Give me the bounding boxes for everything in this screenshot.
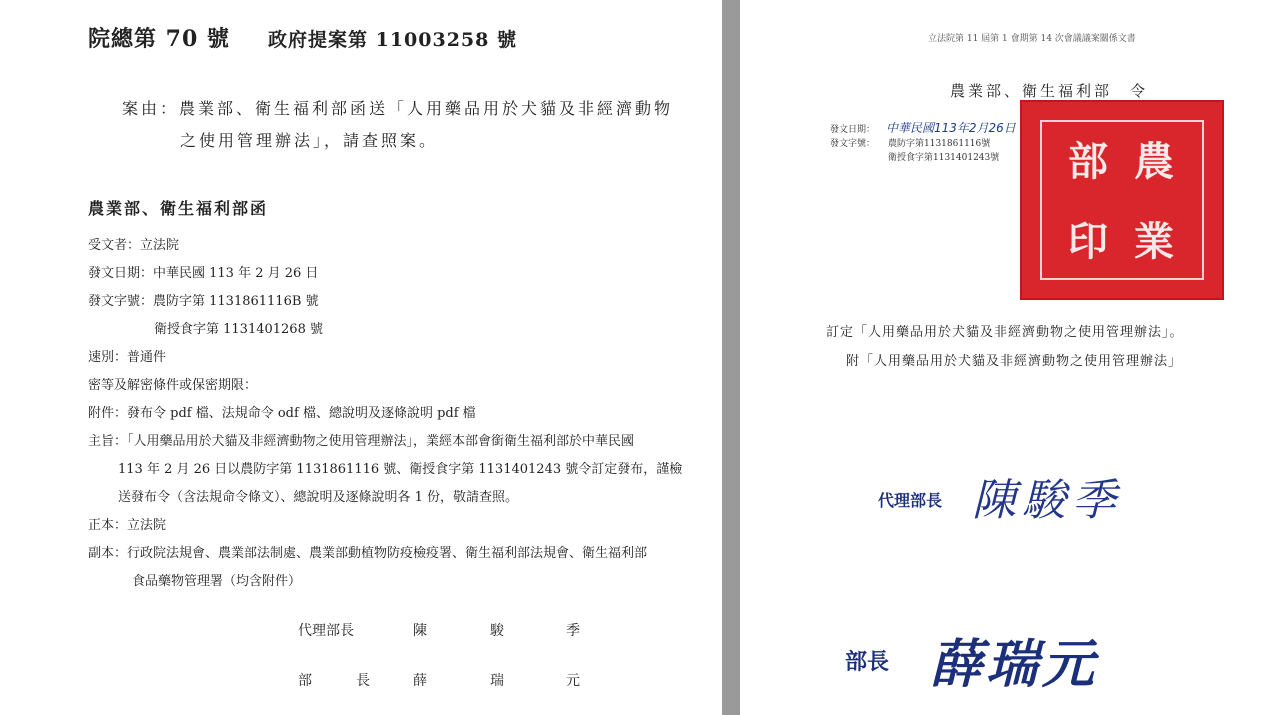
reference-label: 發文字號： [830,139,876,149]
subject-line-1: 主旨：「人用藥品用於犬貓及非經濟動物之使用管理辦法」，業經本部會銜衛生福利部於中華民國 [88,434,635,449]
subject-line-2: 113 年 2 月 26 日以農防字第 1131861116 號、衛授食字第 1131401243 號令訂定發布，謹檢 [118,462,683,477]
minister-label-char-2: 長 [356,673,370,689]
original-recipient: 正本：立法院 [88,518,167,533]
acting-minister-char-2: 駿 [490,623,504,639]
right-document-page [740,0,1280,715]
attachments: 附件：發布令 pdf 檔、法規命令 odf 檔、總說明及逐條說明 pdf 檔 [88,406,476,421]
letter-title: 農業部、衛生福利部函 [88,199,269,218]
copy-recipients-1: 副本：行政院法規會、農業部法制處、農業部動植物防疫檢疫署、衛生福利部法規會、衛生福利部 [88,546,648,561]
reference-2: 衛授食字第1131401243號 [888,153,1000,163]
official-seal [1020,100,1224,300]
minister-char-1: 薛 [413,673,427,689]
order-title: 農業部、衛生福利部 令 [950,82,1149,100]
seal-char-3: 部 [1068,138,1108,185]
document-number: 院總第 70 號 [88,26,230,52]
recipient: 受文者：立法院 [88,238,180,253]
secrecy: 密等及解密條件或保密期限： [88,378,258,393]
acting-minister-signature: 陳駿季 [972,475,1122,526]
reference-number-2: 衛授食字第 1131401268 號 [154,322,323,337]
copy-recipients-2: 食品藥物管理署（均含附件） [132,574,302,589]
acting-minister-title: 代理部長 [878,491,943,510]
order-line-2: 附「人用藥品用於犬貓及非經濟動物之使用管理辦法」 [846,354,1183,369]
case-line-2: 之使用管理辦法」，請查照案。 [180,131,439,150]
minister-title: 部長 [845,650,890,675]
seal-char-4: 印 [1068,218,1108,265]
reference-1: 農防字第1131861116號 [888,139,991,149]
acting-minister-char-1: 陳 [413,623,427,639]
seal-char-1: 農 [1134,138,1174,185]
acting-minister-char-3: 季 [566,623,580,639]
seal-char-2: 業 [1134,218,1174,265]
speed: 速別：普通件 [88,350,167,365]
minister-signature: 薛瑞元 [930,634,1099,695]
issue-date: 發文日期：中華民國 113 年 2 月 26 日 [88,266,319,281]
subject-line-3: 送發布令（含法規命令條文）、總說明及逐條說明各 1 份，敬請查照。 [118,490,519,505]
date-label: 發文日期： [830,125,876,135]
acting-minister-label: 代理部長 [298,623,354,639]
minister-char-3: 元 [566,673,580,689]
seal-border [1040,120,1204,280]
date-value: 中華民國113年2月26日 [886,121,1016,135]
case-line-1: 案由：農業部、衛生福利部函送「人用藥品用於犬貓及非經濟動物 [122,99,674,118]
proposal-number: 政府提案第 11003258 號 [268,29,517,51]
reference-number-1: 發文字號：農防字第 1131861116B 號 [88,294,319,309]
right-page-header: 立法院第 11 屆第 1 會期第 14 次會議議案關係文書 [928,34,1136,44]
order-line-1: 訂定「人用藥品用於犬貓及非經濟動物之使用管理辦法」。 [826,325,1184,340]
minister-label-char-1: 部 [298,673,312,689]
minister-char-2: 瑞 [490,673,504,689]
